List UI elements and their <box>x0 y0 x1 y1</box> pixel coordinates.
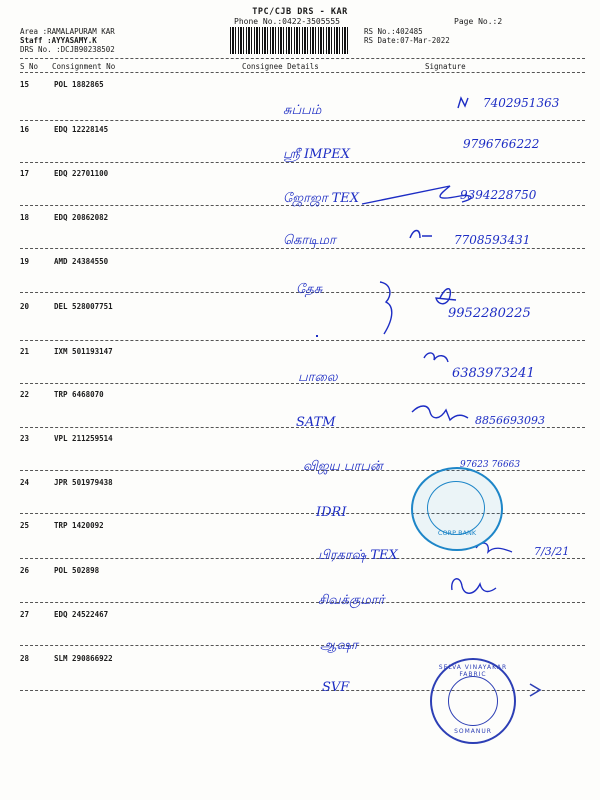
row-28-consignment: SLM 290866922 <box>54 654 113 663</box>
consignee-name-23: விஜய பாபன் <box>303 459 383 474</box>
signature-phone-20: 9952280225 <box>448 306 531 321</box>
signature-mark-22 <box>412 406 468 420</box>
signature-phone-18: 7708593431 <box>454 233 531 247</box>
rs-date: RS Date:07-Mar-2022 <box>364 36 450 45</box>
brace-mark-19 <box>380 282 392 334</box>
bank-stamp <box>411 467 503 551</box>
company-stamp-top-text: SELVA VINAYAKAR FABRIC <box>438 664 508 678</box>
signature-phone-22: 8856693093 <box>475 414 545 427</box>
col-header-consignment: Consignment No <box>52 62 116 71</box>
row-27-sno: 27 <box>20 610 30 619</box>
page-number: Page No.:2 <box>454 17 503 26</box>
area-label: Area :RAMALAPURAM KAR <box>20 27 115 36</box>
col-header-sno: S No <box>20 62 39 71</box>
row-21-sno: 21 <box>20 347 30 356</box>
signature-phone-16: 9796766222 <box>463 137 540 151</box>
row-23-consignment: VPL 211259514 <box>54 434 113 443</box>
row-22-sno: 22 <box>20 390 30 399</box>
consignee-name-18: கொடிமா <box>283 233 336 248</box>
col-header-signature: Signature <box>425 62 466 71</box>
row-15-consignment: POL 1882865 <box>54 80 104 89</box>
row-25-sno: 25 <box>20 521 30 530</box>
row-21-consignment: IXM 501193147 <box>54 347 113 356</box>
consignee-name-21: பாலை <box>298 370 338 385</box>
row-17-consignment: EDQ 22701100 <box>54 169 109 178</box>
row-18-consignment: EDQ 20862082 <box>54 213 109 222</box>
row-27-consignment: EDQ 24522467 <box>54 610 109 619</box>
consignee-name-24: IDRI <box>316 505 347 520</box>
col-header-consignee: Consignee Details <box>242 62 319 71</box>
signature-mark-19 <box>436 289 456 304</box>
signature-phone-23: 97623 76663 <box>460 460 521 470</box>
row-26-consignment: POL 502898 <box>54 566 100 575</box>
report-title: TPC/CJB DRS - KAR <box>252 7 348 17</box>
row-20-sno: 20 <box>20 302 30 311</box>
consignee-name-15: சுப்பம் <box>283 103 322 118</box>
row-20-consignment: DEL 528007751 <box>54 302 113 311</box>
signature-mark-26 <box>452 579 496 594</box>
row-24-sno: 24 <box>20 478 30 487</box>
row-15-sno: 15 <box>20 80 30 89</box>
drs-number: DRS No. :DCJB90238502 <box>20 45 115 54</box>
company-stamp <box>430 658 516 744</box>
row-19-sno: 19 <box>20 257 30 266</box>
row-19-consignment: AMD 24384550 <box>54 257 109 266</box>
consignee-name-28: SVF <box>322 680 350 695</box>
phone-number: Phone No.:0422-3505555 <box>234 17 340 26</box>
staff-label: Staff :AYYASAMY.K <box>20 36 97 45</box>
signature-phone-21: 6383973241 <box>452 366 535 381</box>
signature-mark-17 <box>362 186 471 204</box>
row-17-sno: 17 <box>20 169 30 178</box>
row-16-consignment: EDQ 12228145 <box>54 125 109 134</box>
signature-mark-21 <box>424 353 448 362</box>
row-24-consignment: JPR 501979438 <box>54 478 113 487</box>
signature-date-25: 7/3/21 <box>534 545 570 558</box>
consignee-name-25: பிரகாஷ் TEX <box>318 548 398 563</box>
row-18-sno: 18 <box>20 213 30 222</box>
row-26-sno: 26 <box>20 566 30 575</box>
company-stamp-bottom-text: SOMANUR <box>454 728 492 735</box>
row-22-consignment: TRP 6468070 <box>54 390 104 399</box>
row-28-sno: 28 <box>20 654 30 663</box>
signature-phone-15: 7402951363 <box>483 96 560 110</box>
consignee-name-19: தேசு <box>296 282 323 297</box>
row-25-consignment: TRP 1420092 <box>54 521 104 530</box>
consignee-name-16: ஸ்ரீ IMPEX <box>283 147 350 162</box>
signature-mark-18 <box>410 231 432 239</box>
signature-phone-17: 9394228750 <box>460 188 537 202</box>
bank-stamp-inner-ring <box>427 481 485 535</box>
row-23-sno: 23 <box>20 434 30 443</box>
consignee-name-17: ஜோஜா TEX <box>283 191 360 206</box>
company-stamp-inner-ring <box>448 676 498 726</box>
arrow-mark <box>530 684 540 696</box>
bank-stamp-text: CORP BANK <box>437 529 477 537</box>
rs-number: RS No.:402485 <box>364 27 423 36</box>
signature-mark-15 <box>458 98 468 108</box>
consignee-name-27: ஆஷா <box>320 638 358 653</box>
consignee-name-26: சிவக்குமார் <box>318 593 385 608</box>
row-16-sno: 16 <box>20 125 30 134</box>
consignee-name-22: SATM <box>296 415 336 430</box>
